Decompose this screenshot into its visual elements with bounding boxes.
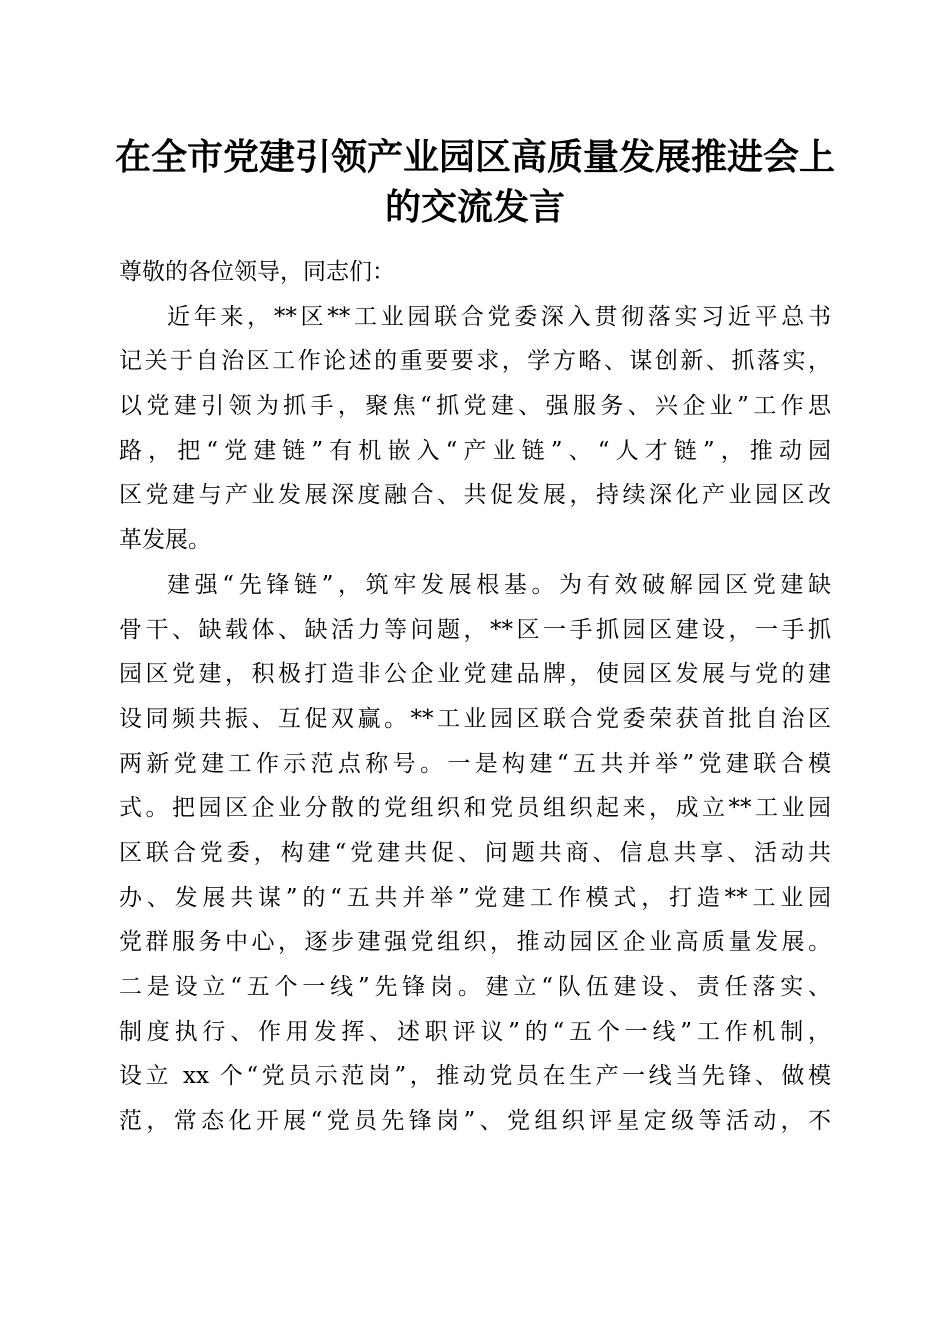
paragraph-line: 二是设立“五个一线”先锋岗。建立“队伍建设、责任落实、 — [119, 974, 831, 1000]
title-line-1: 在全市党建引领产业园区高质量发展推进会上 — [114, 136, 835, 178]
paragraph-line: 园区党建，积极打造非公企业党建品牌，使园区发展与党的建 — [119, 661, 831, 688]
paragraph-line: 近年来，**区**工业园联合党委深入贯彻落实习近平总书 — [167, 303, 831, 330]
salutation: 尊敬的各位领导，同志们： — [119, 259, 395, 285]
paragraph-intro — [119, 295, 831, 563]
paragraph-line: 办、发展共谋”的“五共并举”党建工作模式，打造**工业园 — [119, 884, 831, 911]
paragraph-line: 区党建与产业发展深度融合、共促发展，持续深化产业园区改 — [119, 482, 831, 509]
paragraph-line: 骨干、缺载体、缺活力等问题，**区一手抓园区建设，一手抓 — [119, 616, 831, 643]
paragraph-line: 范，常态化开展“党员先锋岗”、党组织评星定级等活动，不 — [119, 1108, 831, 1135]
paragraph-line: 区联合党委，构建“党建共促、问题共商、信息共享、活动共 — [119, 839, 831, 866]
paragraph-line: 建强“先锋链”，筑牢发展根基。为有效破解园区党建缺 — [167, 571, 831, 598]
paragraph-line: 以党建引领为抓手，聚焦“抓党建、强服务、兴企业”工作思 — [119, 393, 831, 420]
paragraph-line: 革发展。 — [119, 527, 211, 554]
paragraph-line: 设立 xx 个“党员示范岗”，推动党员在生产一线当先锋、做模 — [119, 1063, 831, 1090]
paragraph-line: 式。把园区企业分散的党组织和党员组织起来，成立**工业园 — [119, 795, 831, 822]
paragraph-line: 制度执行、作用发挥、述职评议”的“五个一线”工作机制， — [119, 1018, 831, 1045]
title-line-2: 的交流发言 — [384, 186, 565, 228]
paragraph-line: 路，把“党建链”有机嵌入“产业链”、“人才链”，推动园 — [119, 437, 831, 464]
paragraph-line: 记关于自治区工作论述的重要要求，学方略、谋创新、抓落实， — [119, 348, 831, 375]
paragraph-line: 党群服务中心，逐步建强党组织，推动园区企业高质量发展。 — [119, 929, 831, 956]
paragraph-line: 设同频共振、互促双赢。**工业园区联合党委荣获首批自治区 — [119, 705, 831, 732]
paragraph-pioneer-chain — [119, 563, 831, 1144]
document-body — [119, 250, 831, 1144]
paragraph-line: 两新党建工作示范点称号。一是构建“五共并举”党建联合模 — [119, 750, 831, 777]
document-title — [60, 132, 890, 232]
